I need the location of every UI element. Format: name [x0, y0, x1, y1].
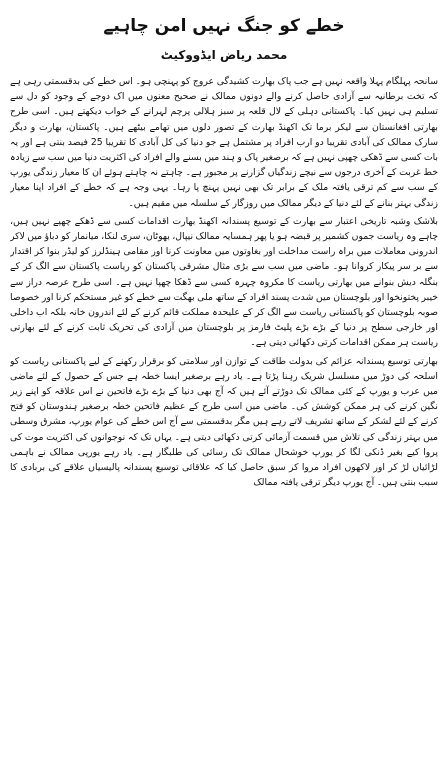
article-paragraph: سانحہ پہلگام پہلا واقعہ نہیں ہے جب پاک بھارت کشیدگی عروج کو پہنچی ہو۔ اس خطے کی بدقسمتی رہی ہے کہ تخت برطانیہ سے آزادی حاصل کرنے والے دونوں ممالک نے صحیح معنوں میں اک دوجے کے وجود کو دل سے تسلیم ہی نہیں کیا۔ پاکستانی دہلی کے لال قلعہ پر سبز ہلالی پرچم لہرانے کے خواب دیکھتے ہیں۔ اسی طرح بھارتی افغانستان سے لیکر برما تک اکھنڈ بھارت کے تصور دلوں میں تھامے بیٹھے ہیں۔ پاکستان، بھارت و دیگر سارک ممالک کی آبادی تقریبا دو ارب افراد پر مشتمل ہے جو دنیا کی کل آبادی کا تقریبا 25 فیصد بنتی ہے اور یہ بات کسی سے ڈھکی چھپی نہیں ہے کہ برصغیر پاک و ہند میں بسنے والے افراد کی اکثریت دنیا میں سب سے زیادہ خط غربت کے آخری درجوں سے نیچے زندگیاں گزارنے پر مجبور ہے۔ چاہتے نہ چاہتے ہوئے ان کا معیار زندگی یورپ کے سب سے کم ترقی یافتہ ملک کے برابر تک بھی نہیں پہنچ پا رہا۔ یہی وجہ ہے کہ خطے کے افراد اپنا معیار زندگی بہتر بنانے کے لئے دنیا کے دیگر ممالک میں روزگار کے سلسلہ میں مقیم ہیں۔ — [10, 76, 438, 209]
article-paragraph: بھارتی توسیع پسندانہ عزائم کی بدولت طاقت کے توازن اور سلامتی کو برقرار رکھنے کے لیے پاکستانی ریاست کو اسلحہ کی دوڑ میں مسلسل شریک رہنا پڑتا ہے۔ یاد رہے برصغیر ایسا خطہ ہے جس کے حصول کے لئے ماضی میں عرب و یورپ کے کئی ممالک تک دوڑتے آئے ہیں کہ آج بھی دنیا کے بڑے بڑے فاتحین نے اس علاقہ کو اپنے زیر نگین کرنے کی ہر ممکن کوشش کی۔ ماضی میں اسی طرح کے عظیم فاتحین خطہ برصغیر ہندوستان کو فتح کرنے کے لئے لشکر کے ساتھ تشریف لاتے رہے ہیں مگر بدقسمتی سے آج اس خطے کی عوام یورپ، مشرق وسطی میں بہتر زندگی کی تلاش میں قسمت آزمائی کرتی دکھائی دیتی ہے۔ یہاں تک کہ نوجوانوں کی اکثریت موت کی پروا کیے بغیر ڈنکی لگا کر یورپ خوشحال ممالک تک رسائی کی طلبگار ہے۔ یاد رہے یورپی ممالک نے باہمی لڑائیاں لڑ کر اور لاکھوں افراد مروا کر سبق حاصل کیا کہ علاقائی توسیع پسندانہ پالیسیاں علاقے کی بربادی کا سبب بنتی ہیں۔ آج یورپ دیگر ترقی یافتہ ممالک — [10, 355, 438, 489]
article-paragraph: بلاشک وشبہ تاریخی اعتبار سے بھارت کے توسیع پسندانہ اکھنڈ بھارت اقدامات کسی سے ڈھکے چھپے نہیں ہیں، چاہے وہ ریاست جموں کشمیر پر قبضہ ہو یا پھر ہمسایہ ممالک نیپال، بھوٹان، سری لنکا، میانمار کو دباؤ میں لاکر اندرونی معاملات میں براہ راست مداخلت اور بغاوتوں میں معاونت کرنا اور مقامی ہینڈلرز کو لیڈر بنوا کر اقتدار سے بر سر پیکار کروانا ہو۔ ماضی میں سب سے بڑی مثال مشرقی پاکستان کو ریاست پاکستان سے الگ کر کے بنگلہ دیش بنوانے میں بھارتی ریاست کا مکروہ چہرہ کسی سے ڈھکا چھپا نہیں ہے۔ اسی طرح عرصہ دراز سے خیبر پختونخوا اور بلوچستان میں شدت پسند افراد کے ساتھ ملی بھگت سے خطے کو غیر مستحکم کرنا اور خصوصا صوبہ بلوچستان کو پاکستانی ریاست سے الگ کر کے علیحدہ مملکت قائم کرنے کے لئے اندرون خانہ بلکہ اب داخلی اور خارجی سطح پر دنیا کے بڑے بڑے پلیٹ فارمز پر بلوچستان میں آزادی کی تحریک ثابت کرنے کے لئے بھارتی ریاست ہر ممکن اقدامات کرتی دکھائی دیتی ہے۔ — [10, 215, 438, 349]
article-title: خطے کو جنگ نہیں امن چاہیے — [103, 16, 345, 36]
article-author: محمد ریاض ایڈووکیٹ — [160, 48, 288, 62]
article-body — [10, 74, 438, 493]
